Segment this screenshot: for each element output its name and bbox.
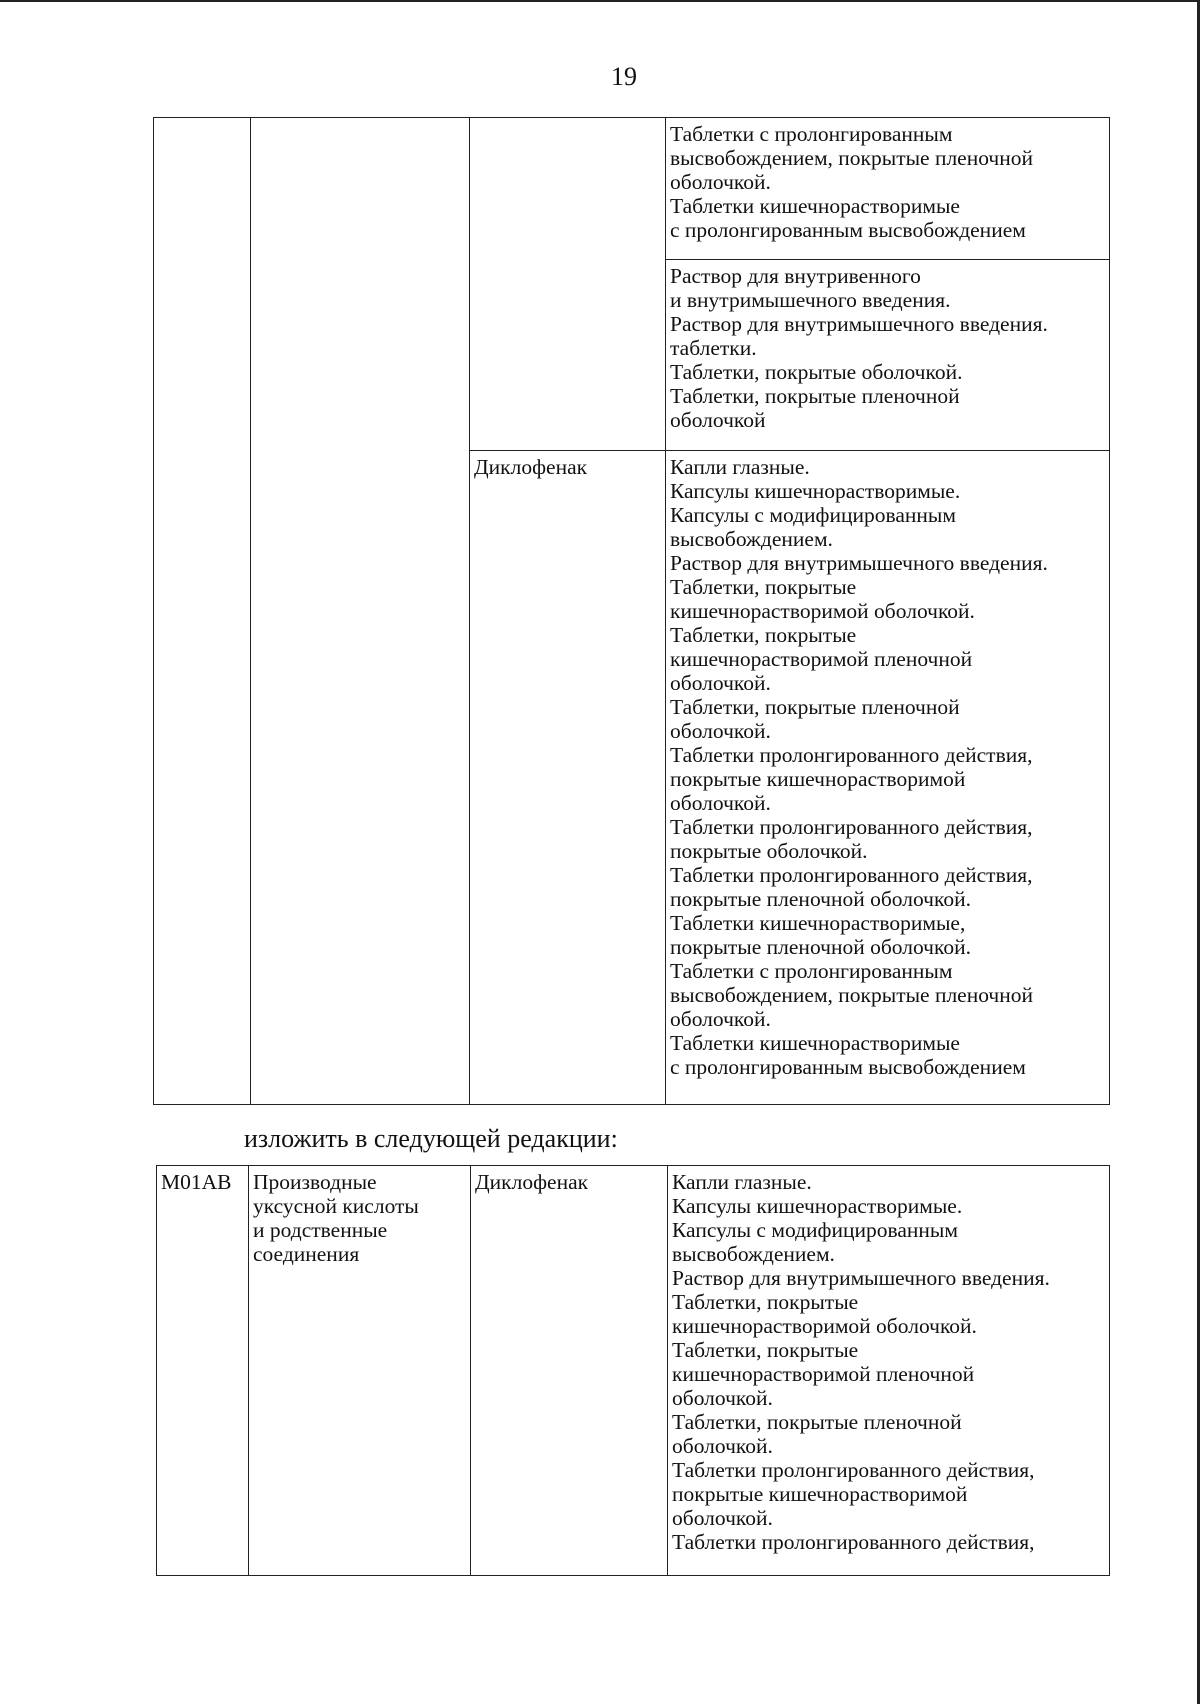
- text-line: Таблетки кишечнорастворимые: [670, 194, 960, 218]
- text-line: Таблетки кишечнорастворимые,: [670, 911, 966, 935]
- drug-name-cell: Диклофенак: [470, 451, 666, 1105]
- text-line: Таблетки, покрытые: [670, 623, 857, 647]
- instruction-text: изложить в следующей редакции:: [244, 1124, 618, 1153]
- text-line: Раствор для внутримышечного введения.: [672, 1266, 1050, 1290]
- text-line: Капсулы кишечнорастворимые.: [670, 479, 961, 503]
- drug-name-cell: Диклофенак: [471, 1166, 668, 1576]
- text-line: Таблетки, покрытые оболочкой.: [670, 360, 963, 384]
- text-line: и внутримышечного введения.: [670, 288, 951, 312]
- text-line: Капли глазные.: [672, 1170, 812, 1194]
- text-line: уксусной кислоты: [253, 1194, 419, 1218]
- text-line: покрытые кишечнорастворимой: [670, 767, 966, 791]
- text-line: Таблетки пролонгированного действия,: [672, 1458, 1035, 1482]
- text-line: Таблетки пролонгированного действия,: [670, 743, 1033, 767]
- text-line: Таблетки с пролонгированным: [670, 959, 953, 983]
- group-cell: [251, 118, 470, 1105]
- drug-table-new-edition: [156, 1165, 1110, 1576]
- text-line: Таблетки, покрытые: [672, 1338, 859, 1362]
- text-line: кишечнорастворимой оболочкой.: [672, 1314, 977, 1338]
- text-line: Капли глазные.: [670, 455, 810, 479]
- text-line: высвобождением.: [670, 527, 833, 551]
- text-line: оболочкой.: [670, 1007, 771, 1031]
- text-line: Раствор для внутримышечного введения.: [670, 551, 1048, 575]
- text-line: кишечнорастворимой оболочкой.: [670, 599, 975, 623]
- text-line: высвобождением, покрытые пленочной: [670, 146, 1034, 170]
- text-line: Раствор для внутривенного: [670, 264, 921, 288]
- drug-name-cell: [470, 118, 666, 451]
- text-line: кишечнорастворимой пленочной: [670, 647, 973, 671]
- page-number: 19: [611, 62, 637, 91]
- text-line: Производные: [253, 1170, 377, 1194]
- dosage-forms-cell: [666, 260, 1110, 451]
- text-line: Таблетки кишечнорастворимые: [670, 1031, 960, 1055]
- text-line: Капсулы с модифицированным: [670, 503, 956, 527]
- text-line: оболочкой.: [670, 719, 771, 743]
- text-line: с пролонгированным высвобождением: [670, 1055, 1026, 1079]
- text-line: оболочкой.: [670, 791, 771, 815]
- dosage-forms-cell: [666, 118, 1110, 260]
- text-line: оболочкой.: [672, 1386, 773, 1410]
- text-line: покрытые пленочной оболочкой.: [670, 935, 971, 959]
- text-line: высвобождением.: [672, 1242, 835, 1266]
- text-line: Таблетки, покрытые: [672, 1290, 859, 1314]
- text-line: Таблетки, покрытые пленочной: [670, 695, 960, 719]
- table-row: [157, 1166, 1110, 1576]
- text-line: высвобождением, покрытые пленочной: [670, 983, 1034, 1007]
- text-line: оболочкой.: [670, 671, 771, 695]
- text-line: Таблетки, покрытые: [670, 575, 857, 599]
- drug-table-previous: [153, 117, 1110, 1105]
- atc-code-cell: [154, 118, 251, 1105]
- text-line: Таблетки, покрытые пленочной: [672, 1410, 962, 1434]
- text-line: покрытые пленочной оболочкой.: [670, 887, 971, 911]
- text-line: Раствор для внутримышечного введения.: [670, 312, 1048, 336]
- text-line: оболочкой: [670, 408, 766, 432]
- text-line: таблетки.: [670, 336, 757, 360]
- table-row: [154, 118, 1110, 260]
- text-line: соединения: [253, 1242, 360, 1266]
- text-line: Таблетки с пролонгированным: [670, 122, 953, 146]
- text-line: Капсулы с модифицированным: [672, 1218, 958, 1242]
- text-line: Таблетки, покрытые пленочной: [670, 384, 960, 408]
- text-line: оболочкой.: [670, 170, 771, 194]
- text-line: Капсулы кишечнорастворимые.: [672, 1194, 963, 1218]
- text-line: кишечнорастворимой пленочной: [672, 1362, 975, 1386]
- atc-code-cell: M01AB: [157, 1166, 249, 1576]
- scan-edge-top: [0, 0, 1200, 2]
- text-line: Таблетки пролонгированного действия,: [670, 863, 1033, 887]
- text-line: покрытые оболочкой.: [670, 839, 868, 863]
- dosage-forms-cell: [668, 1166, 1110, 1576]
- dosage-forms-cell: [666, 451, 1110, 1105]
- text-line: с пролонгированным высвобождением: [670, 218, 1026, 242]
- text-line: Таблетки пролонгированного действия,: [672, 1530, 1035, 1554]
- text-line: и родственные: [253, 1218, 388, 1242]
- group-cell: [249, 1166, 471, 1576]
- text-line: оболочкой.: [672, 1506, 773, 1530]
- text-line: покрытые кишечнорастворимой: [672, 1482, 968, 1506]
- text-line: оболочкой.: [672, 1434, 773, 1458]
- text-line: Таблетки пролонгированного действия,: [670, 815, 1033, 839]
